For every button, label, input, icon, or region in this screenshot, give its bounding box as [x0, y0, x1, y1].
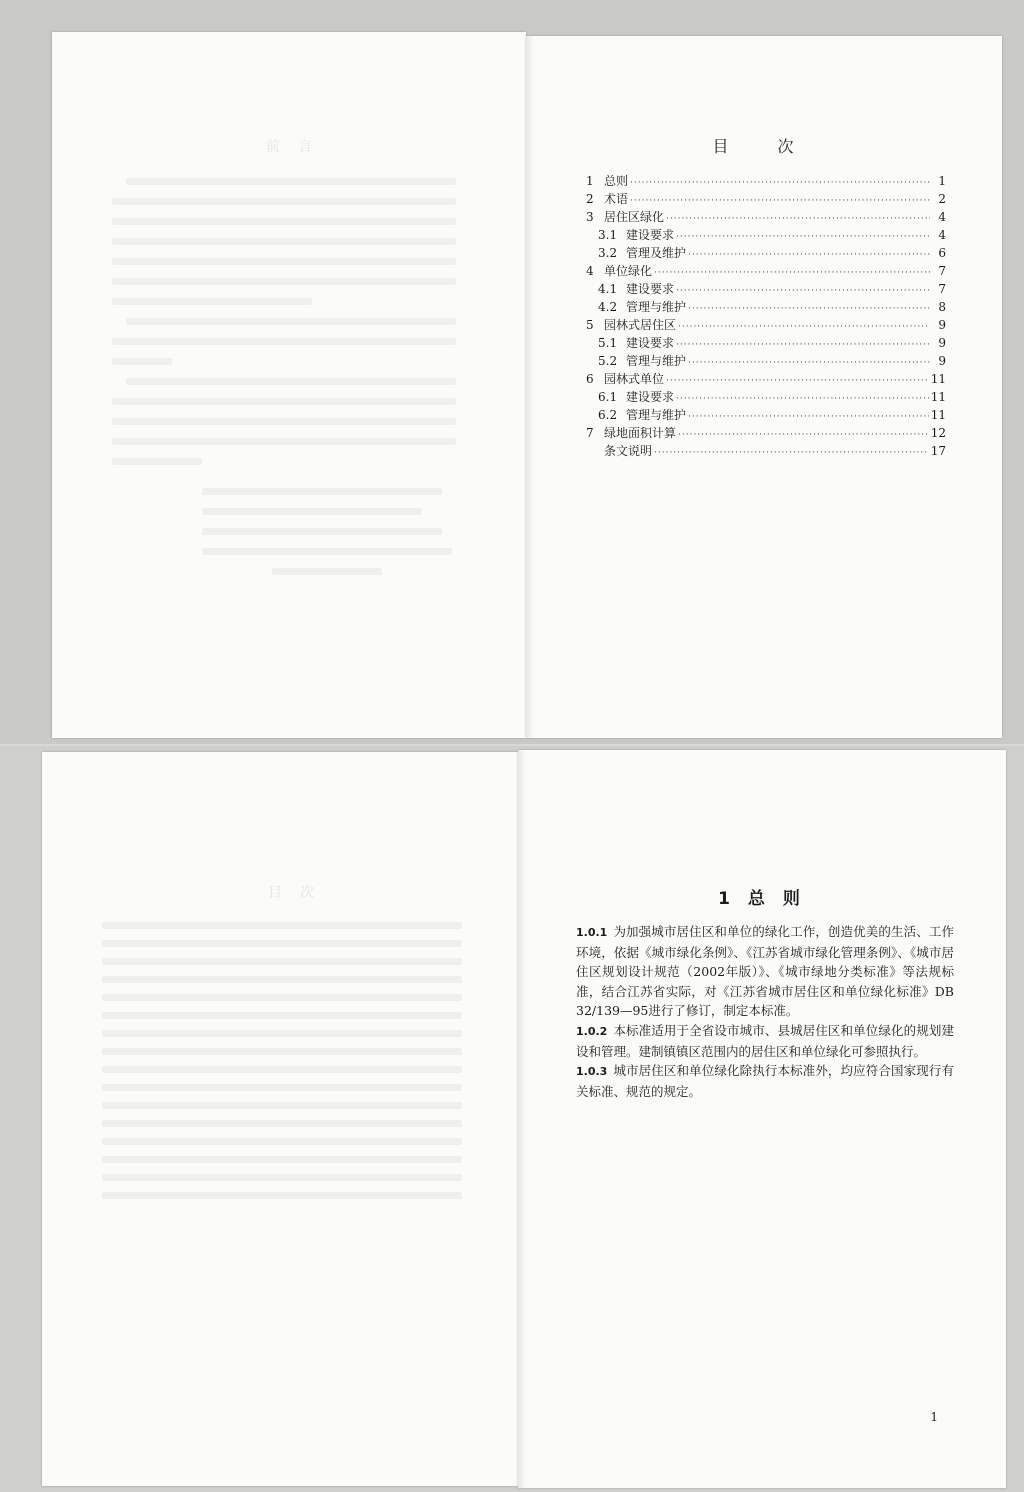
bleed-through-line [102, 1156, 462, 1163]
toc-entry-number: 5.2 [598, 354, 618, 368]
toc-entry-label: 园林式单位 [604, 372, 665, 386]
clause [576, 922, 954, 1021]
bleed-through-line [102, 1012, 462, 1019]
bleed-through-line [112, 258, 456, 265]
toc-entry-label: 建设要求 [626, 282, 675, 296]
toc-entry [586, 172, 946, 190]
toc-leader-dots [676, 336, 930, 354]
toc-entry-label: 园林式居住区 [604, 318, 677, 332]
toc-entry-label: 条文说明 [604, 444, 653, 458]
bleed-through-line [102, 922, 462, 929]
toc-entry-label: 管理与维护 [626, 354, 687, 368]
toc-entry-number: 4.1 [598, 282, 618, 296]
bleed-through-line [102, 1192, 462, 1199]
bleed-through-line [102, 1138, 462, 1145]
toc-entry-number: 6.2 [598, 408, 618, 422]
top-spread [0, 0, 1024, 744]
toc-entry-page: 4 [938, 210, 946, 224]
bleed-through-line [102, 1102, 462, 1109]
chapter-page [518, 750, 1006, 1488]
bleed-through-line [202, 488, 442, 495]
chapter-title: 1 总 则 [718, 889, 806, 909]
toc-entry-number: 3.1 [598, 228, 618, 242]
bleed-through-line [102, 994, 462, 1001]
toc-entry [586, 280, 946, 298]
bleed-through-line [202, 528, 442, 535]
toc-entry-label: 管理与维护 [626, 300, 687, 314]
bleed-through-heading: 目次 [268, 885, 332, 901]
toc-entry-label: 术语 [604, 192, 629, 206]
toc-entry [586, 244, 946, 262]
toc-leader-dots [654, 444, 929, 462]
toc-entry-page: 4 [938, 228, 946, 242]
toc-entry-number: 6.1 [598, 390, 618, 404]
toc-entry-number: 3.2 [598, 246, 618, 260]
bleed-through-line [112, 238, 456, 245]
bleed-through-line [112, 418, 456, 425]
toc-entry-number: 1 [586, 174, 594, 188]
toc-page [526, 36, 1002, 738]
toc-entry-label: 建设要求 [626, 390, 675, 404]
bleed-through-line [112, 358, 172, 365]
bleed-through-line [112, 218, 456, 225]
toc-entry-label: 总则 [604, 174, 629, 188]
bleed-through-line [126, 318, 456, 325]
toc-entry-number: 7 [586, 426, 594, 440]
toc-entry [586, 442, 946, 460]
bleed-through-line [102, 1030, 462, 1037]
toc-leader-dots [678, 318, 930, 336]
toc-entry-label: 单位绿化 [604, 264, 653, 278]
bleed-through-line [112, 438, 456, 445]
gutter-shadow [518, 750, 526, 1488]
blank-left-page [52, 32, 526, 738]
bleed-through-line [126, 178, 456, 185]
bleed-through-line [112, 458, 202, 465]
toc-entry-label: 建设要求 [626, 228, 675, 242]
toc-entry-page: 11 [930, 372, 946, 386]
toc-leader-dots [676, 228, 930, 246]
toc-leader-dots [688, 408, 929, 426]
bleed-through-line [112, 298, 312, 305]
toc-entry-page: 2 [938, 192, 946, 206]
bleed-through-line [112, 338, 456, 345]
toc-entry-page: 7 [938, 264, 946, 278]
page-number: 1 [930, 1410, 938, 1424]
toc-leader-dots [688, 246, 930, 264]
toc-leader-dots [688, 300, 930, 318]
clause-number: 1.0.3 [576, 1065, 608, 1079]
clause [576, 1021, 954, 1061]
bleed-through-line [102, 1066, 462, 1073]
toc-entry-page: 7 [938, 282, 946, 296]
toc-leader-dots [666, 210, 930, 228]
toc-list [586, 172, 946, 460]
toc-entry-number: 6 [586, 372, 594, 386]
toc-entry-label: 建设要求 [626, 336, 675, 350]
toc-entry-page: 8 [938, 300, 946, 314]
bleed-through-line [102, 1084, 462, 1091]
toc-entry-page: 9 [938, 318, 946, 332]
toc-entry [586, 388, 946, 406]
toc-entry [586, 226, 946, 244]
clause-list [576, 922, 954, 1101]
toc-title: 目 次 [712, 137, 816, 156]
toc-entry [586, 208, 946, 226]
toc-entry [586, 370, 946, 388]
toc-entry-page: 11 [930, 408, 946, 422]
bleed-through-line [112, 398, 456, 405]
bleed-through-line [102, 976, 462, 983]
toc-entry-page: 17 [930, 444, 946, 458]
toc-leader-dots [654, 264, 930, 282]
clause-number: 1.0.2 [576, 1024, 608, 1038]
toc-entry-number: 2 [586, 192, 594, 206]
toc-entry [586, 190, 946, 208]
bottom-spread [0, 746, 1024, 1492]
bleed-through-line [112, 198, 456, 205]
bleed-through-line [102, 958, 462, 965]
toc-entry-label: 居住区绿化 [604, 210, 665, 224]
toc-leader-dots [676, 282, 930, 300]
toc-entry-number: 5 [586, 318, 594, 332]
clause-text: 为加强城市居住区和单位的绿化工作，创造优美的生活、工作环境，依据《城市绿化条例》、《江苏省城市绿化管理条例》、《城市居住区规划设计规范（2002年版）》、《城市绿地分类标准》等法规标准，结合江苏省实际，对《江苏省城市居住区和单位绿化标准》DB 32/139—95进行了修订，制定本标准。 [576, 924, 954, 1019]
bleed-through-line [126, 378, 456, 385]
toc-entry [586, 352, 946, 370]
bleed-through-line [112, 278, 456, 285]
toc-entry [586, 298, 946, 316]
toc-entry [586, 316, 946, 334]
bleed-through-line [102, 940, 462, 947]
clause [576, 1061, 954, 1101]
toc-leader-dots [666, 372, 929, 390]
toc-entry [586, 424, 946, 442]
toc-leader-dots [630, 192, 930, 210]
toc-entry-number: 3 [586, 210, 594, 224]
clause-text: 城市居住区和单位绿化除执行本标准外，均应符合国家现行有关标准、规范的规定。 [576, 1063, 954, 1099]
toc-leader-dots [688, 354, 930, 372]
bleed-through-line [272, 568, 382, 575]
toc-entry [586, 406, 946, 424]
toc-entry-page: 9 [938, 336, 946, 350]
bleed-through-line [202, 548, 452, 555]
toc-entry-number: 4.2 [598, 300, 618, 314]
toc-entry-number: 5.1 [598, 336, 618, 350]
toc-entry [586, 334, 946, 352]
toc-entry-page: 12 [930, 426, 946, 440]
toc-entry-label: 管理及维护 [626, 246, 687, 260]
toc-reverse-page [42, 752, 518, 1486]
toc-entry [586, 262, 946, 280]
toc-entry-page: 6 [938, 246, 946, 260]
toc-leader-dots [630, 174, 930, 192]
bleed-through-heading: 前言 [266, 139, 330, 155]
clause-text: 本标准适用于全省设市城市、县城居住区和单位绿化的规划建设和管理。建制镇镇区范围内的居住区和单位绿化可参照执行。 [576, 1022, 954, 1059]
toc-entry-label: 管理与维护 [626, 408, 687, 422]
toc-leader-dots [678, 426, 929, 444]
bleed-through-line [102, 1120, 462, 1127]
toc-entry-number: 4 [586, 264, 594, 278]
toc-entry-page: 1 [938, 174, 946, 188]
toc-entry-page: 9 [938, 354, 946, 368]
bleed-through-line [102, 1048, 462, 1055]
bleed-through-line [102, 1174, 462, 1181]
toc-leader-dots [676, 390, 929, 408]
bleed-through-line [202, 508, 422, 515]
toc-entry-label: 绿地面积计算 [604, 426, 677, 440]
toc-entry-page: 11 [930, 390, 946, 404]
clause-number: 1.0.1 [576, 926, 608, 939]
